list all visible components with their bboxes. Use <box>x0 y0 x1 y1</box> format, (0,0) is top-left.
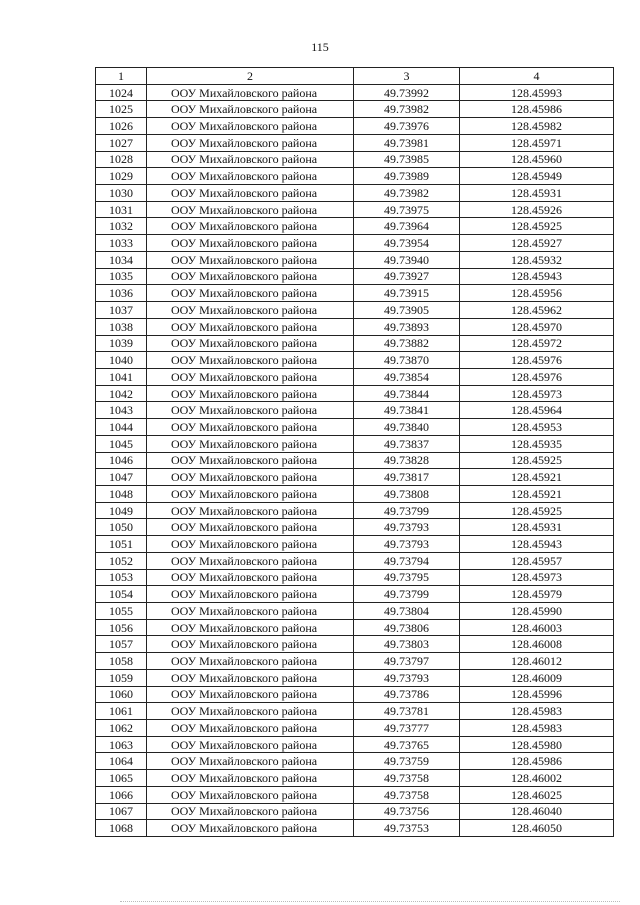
organization-name: ООУ Михайловского района <box>147 820 354 837</box>
table-row <box>96 736 614 753</box>
table-row <box>96 803 614 820</box>
table-row <box>96 569 614 586</box>
latitude: 49.73799 <box>354 586 460 603</box>
latitude: 49.73794 <box>354 552 460 569</box>
latitude: 49.73844 <box>354 385 460 402</box>
longitude: 128.45964 <box>460 402 614 419</box>
latitude: 49.73981 <box>354 134 460 151</box>
table-row <box>96 586 614 603</box>
row-number: 1065 <box>96 770 147 787</box>
organization-name: ООУ Михайловского района <box>147 803 354 820</box>
organization-name: ООУ Михайловского района <box>147 368 354 385</box>
latitude: 49.73781 <box>354 703 460 720</box>
row-number: 1045 <box>96 435 147 452</box>
latitude: 49.73797 <box>354 653 460 670</box>
table-row <box>96 435 614 452</box>
organization-name: ООУ Михайловского района <box>147 736 354 753</box>
longitude: 128.45960 <box>460 151 614 168</box>
longitude: 128.45996 <box>460 686 614 703</box>
longitude: 128.45983 <box>460 703 614 720</box>
latitude: 49.73765 <box>354 736 460 753</box>
longitude: 128.45925 <box>460 502 614 519</box>
organization-name: ООУ Михайловского района <box>147 101 354 118</box>
latitude: 49.73793 <box>354 519 460 536</box>
latitude: 49.73808 <box>354 485 460 502</box>
organization-name: ООУ Михайловского района <box>147 786 354 803</box>
table-row <box>96 285 614 302</box>
latitude: 49.73804 <box>354 603 460 620</box>
organization-name: ООУ Михайловского района <box>147 134 354 151</box>
row-number: 1061 <box>96 703 147 720</box>
table-row <box>96 669 614 686</box>
longitude: 128.45980 <box>460 736 614 753</box>
table-row <box>96 820 614 837</box>
organization-name: ООУ Михайловского района <box>147 552 354 569</box>
organization-name: ООУ Михайловского района <box>147 218 354 235</box>
longitude: 128.45970 <box>460 318 614 335</box>
organization-name: ООУ Михайловского района <box>147 185 354 202</box>
latitude: 49.73940 <box>354 251 460 268</box>
table-row <box>96 419 614 436</box>
table-row <box>96 151 614 168</box>
table-row <box>96 402 614 419</box>
latitude: 49.73976 <box>354 118 460 135</box>
organization-name: ООУ Михайловского района <box>147 302 354 319</box>
table-row <box>96 720 614 737</box>
table-row <box>96 118 614 135</box>
longitude: 128.45925 <box>460 452 614 469</box>
latitude: 49.73759 <box>354 753 460 770</box>
latitude: 49.73795 <box>354 569 460 586</box>
table-row <box>96 686 614 703</box>
table-row <box>96 235 614 252</box>
table-row <box>96 753 614 770</box>
row-number: 1066 <box>96 786 147 803</box>
organization-name: ООУ Михайловского района <box>147 536 354 553</box>
organization-name: ООУ Михайловского района <box>147 352 354 369</box>
longitude: 128.45962 <box>460 302 614 319</box>
organization-name: ООУ Михайловского района <box>147 168 354 185</box>
row-number: 1054 <box>96 586 147 603</box>
latitude: 49.73854 <box>354 368 460 385</box>
row-number: 1052 <box>96 552 147 569</box>
table-row <box>96 552 614 569</box>
organization-name: ООУ Михайловского района <box>147 586 354 603</box>
table-header-row <box>96 68 614 85</box>
row-number: 1033 <box>96 235 147 252</box>
latitude: 49.73992 <box>354 84 460 101</box>
latitude: 49.73927 <box>354 268 460 285</box>
longitude: 128.46002 <box>460 770 614 787</box>
longitude: 128.45925 <box>460 218 614 235</box>
latitude: 49.73799 <box>354 502 460 519</box>
latitude: 49.73793 <box>354 536 460 553</box>
row-number: 1036 <box>96 285 147 302</box>
longitude: 128.45931 <box>460 185 614 202</box>
latitude: 49.73806 <box>354 619 460 636</box>
column-header-1: 1 <box>96 68 147 85</box>
table-row <box>96 268 614 285</box>
row-number: 1053 <box>96 569 147 586</box>
row-number: 1037 <box>96 302 147 319</box>
row-number: 1047 <box>96 469 147 486</box>
row-number: 1028 <box>96 151 147 168</box>
latitude: 49.73915 <box>354 285 460 302</box>
row-number: 1025 <box>96 101 147 118</box>
row-number: 1050 <box>96 519 147 536</box>
row-number: 1031 <box>96 201 147 218</box>
row-number: 1064 <box>96 753 147 770</box>
row-number: 1068 <box>96 820 147 837</box>
longitude: 128.46025 <box>460 786 614 803</box>
longitude: 128.45927 <box>460 235 614 252</box>
table-row <box>96 385 614 402</box>
longitude: 128.45957 <box>460 552 614 569</box>
organization-name: ООУ Михайловского района <box>147 435 354 452</box>
longitude: 128.45976 <box>460 352 614 369</box>
latitude: 49.73882 <box>354 335 460 352</box>
organization-name: ООУ Михайловского района <box>147 636 354 653</box>
table-row <box>96 84 614 101</box>
row-number: 1057 <box>96 636 147 653</box>
organization-name: ООУ Михайловского района <box>147 251 354 268</box>
latitude: 49.73982 <box>354 185 460 202</box>
latitude: 49.73756 <box>354 803 460 820</box>
table-row <box>96 770 614 787</box>
organization-name: ООУ Михайловского района <box>147 569 354 586</box>
longitude: 128.45971 <box>460 134 614 151</box>
longitude: 128.45982 <box>460 118 614 135</box>
latitude: 49.73758 <box>354 770 460 787</box>
row-number: 1029 <box>96 168 147 185</box>
row-number: 1062 <box>96 720 147 737</box>
latitude: 49.73964 <box>354 218 460 235</box>
table-body <box>96 84 614 836</box>
table-row <box>96 502 614 519</box>
organization-name: ООУ Михайловского района <box>147 603 354 620</box>
table-row <box>96 619 614 636</box>
row-number: 1024 <box>96 84 147 101</box>
latitude: 49.73817 <box>354 469 460 486</box>
column-header-4: 4 <box>460 68 614 85</box>
longitude: 128.45990 <box>460 603 614 620</box>
latitude: 49.73985 <box>354 151 460 168</box>
row-number: 1039 <box>96 335 147 352</box>
organization-name: ООУ Михайловского района <box>147 318 354 335</box>
latitude: 49.73982 <box>354 101 460 118</box>
organization-name: ООУ Михайловского района <box>147 669 354 686</box>
table-row <box>96 251 614 268</box>
table-row <box>96 519 614 536</box>
table-row <box>96 168 614 185</box>
table-row <box>96 218 614 235</box>
longitude: 128.45943 <box>460 536 614 553</box>
table-row <box>96 536 614 553</box>
table-row <box>96 485 614 502</box>
table-row <box>96 185 614 202</box>
longitude: 128.45921 <box>460 485 614 502</box>
row-number: 1051 <box>96 536 147 553</box>
organization-name: ООУ Михайловского района <box>147 235 354 252</box>
latitude: 49.73828 <box>354 452 460 469</box>
row-number: 1027 <box>96 134 147 151</box>
table-row <box>96 603 614 620</box>
latitude: 49.73758 <box>354 786 460 803</box>
column-header-3: 3 <box>354 68 460 85</box>
longitude: 128.45953 <box>460 419 614 436</box>
latitude: 49.73905 <box>354 302 460 319</box>
table-row <box>96 101 614 118</box>
organization-name: ООУ Михайловского района <box>147 201 354 218</box>
longitude: 128.46008 <box>460 636 614 653</box>
organization-name: ООУ Михайловского района <box>147 151 354 168</box>
latitude: 49.73793 <box>354 669 460 686</box>
longitude: 128.45931 <box>460 519 614 536</box>
row-number: 1067 <box>96 803 147 820</box>
longitude: 128.45973 <box>460 385 614 402</box>
latitude: 49.73803 <box>354 636 460 653</box>
row-number: 1043 <box>96 402 147 419</box>
longitude: 128.46012 <box>460 653 614 670</box>
organization-name: ООУ Михайловского района <box>147 502 354 519</box>
latitude: 49.73870 <box>354 352 460 369</box>
row-number: 1042 <box>96 385 147 402</box>
longitude: 128.46009 <box>460 669 614 686</box>
latitude: 49.73989 <box>354 168 460 185</box>
latitude: 49.73753 <box>354 820 460 837</box>
latitude: 49.73975 <box>354 201 460 218</box>
table-row <box>96 368 614 385</box>
longitude: 128.46003 <box>460 619 614 636</box>
row-number: 1038 <box>96 318 147 335</box>
latitude: 49.73840 <box>354 419 460 436</box>
table-row <box>96 134 614 151</box>
row-number: 1044 <box>96 419 147 436</box>
footer-divider <box>120 901 620 902</box>
row-number: 1041 <box>96 368 147 385</box>
table-row <box>96 335 614 352</box>
longitude: 128.45956 <box>460 285 614 302</box>
organization-name: ООУ Михайловского района <box>147 385 354 402</box>
page-number: 115 <box>311 40 329 54</box>
longitude: 128.45935 <box>460 435 614 452</box>
organization-name: ООУ Михайловского района <box>147 686 354 703</box>
organization-name: ООУ Михайловского района <box>147 485 354 502</box>
longitude: 128.45972 <box>460 335 614 352</box>
organization-name: ООУ Михайловского района <box>147 268 354 285</box>
longitude: 128.45973 <box>460 569 614 586</box>
table-row <box>96 352 614 369</box>
table-row <box>96 452 614 469</box>
organization-name: ООУ Михайловского района <box>147 402 354 419</box>
table-row <box>96 302 614 319</box>
longitude: 128.45986 <box>460 753 614 770</box>
organization-name: ООУ Михайловского района <box>147 519 354 536</box>
longitude: 128.46040 <box>460 803 614 820</box>
table-row <box>96 636 614 653</box>
latitude: 49.73837 <box>354 435 460 452</box>
organization-name: ООУ Михайловского района <box>147 653 354 670</box>
organization-name: ООУ Михайловского района <box>147 285 354 302</box>
organization-name: ООУ Михайловского района <box>147 118 354 135</box>
longitude: 128.45932 <box>460 251 614 268</box>
table-row <box>96 653 614 670</box>
row-number: 1055 <box>96 603 147 620</box>
latitude: 49.73954 <box>354 235 460 252</box>
row-number: 1058 <box>96 653 147 670</box>
organization-name: ООУ Михайловского района <box>147 720 354 737</box>
row-number: 1048 <box>96 485 147 502</box>
row-number: 1060 <box>96 686 147 703</box>
organization-name: ООУ Михайловского района <box>147 619 354 636</box>
longitude: 128.45943 <box>460 268 614 285</box>
longitude: 128.46050 <box>460 820 614 837</box>
longitude: 128.45976 <box>460 368 614 385</box>
row-number: 1056 <box>96 619 147 636</box>
coordinates-table <box>95 67 614 837</box>
row-number: 1040 <box>96 352 147 369</box>
row-number: 1059 <box>96 669 147 686</box>
longitude: 128.45993 <box>460 84 614 101</box>
table-row <box>96 318 614 335</box>
longitude: 128.45949 <box>460 168 614 185</box>
row-number: 1049 <box>96 502 147 519</box>
row-number: 1026 <box>96 118 147 135</box>
organization-name: ООУ Михайловского района <box>147 452 354 469</box>
organization-name: ООУ Михайловского района <box>147 335 354 352</box>
longitude: 128.45983 <box>460 720 614 737</box>
organization-name: ООУ Михайловского района <box>147 770 354 787</box>
longitude: 128.45979 <box>460 586 614 603</box>
longitude: 128.45926 <box>460 201 614 218</box>
row-number: 1034 <box>96 251 147 268</box>
organization-name: ООУ Михайловского района <box>147 753 354 770</box>
organization-name: ООУ Михайловского района <box>147 84 354 101</box>
table-row <box>96 469 614 486</box>
organization-name: ООУ Михайловского района <box>147 419 354 436</box>
table-row <box>96 703 614 720</box>
organization-name: ООУ Михайловского района <box>147 469 354 486</box>
row-number: 1063 <box>96 736 147 753</box>
latitude: 49.73786 <box>354 686 460 703</box>
organization-name: ООУ Михайловского района <box>147 703 354 720</box>
latitude: 49.73893 <box>354 318 460 335</box>
row-number: 1030 <box>96 185 147 202</box>
row-number: 1035 <box>96 268 147 285</box>
table-row <box>96 786 614 803</box>
latitude: 49.73777 <box>354 720 460 737</box>
column-header-2: 2 <box>147 68 354 85</box>
row-number: 1032 <box>96 218 147 235</box>
table-row <box>96 201 614 218</box>
longitude: 128.45986 <box>460 101 614 118</box>
latitude: 49.73841 <box>354 402 460 419</box>
longitude: 128.45921 <box>460 469 614 486</box>
row-number: 1046 <box>96 452 147 469</box>
